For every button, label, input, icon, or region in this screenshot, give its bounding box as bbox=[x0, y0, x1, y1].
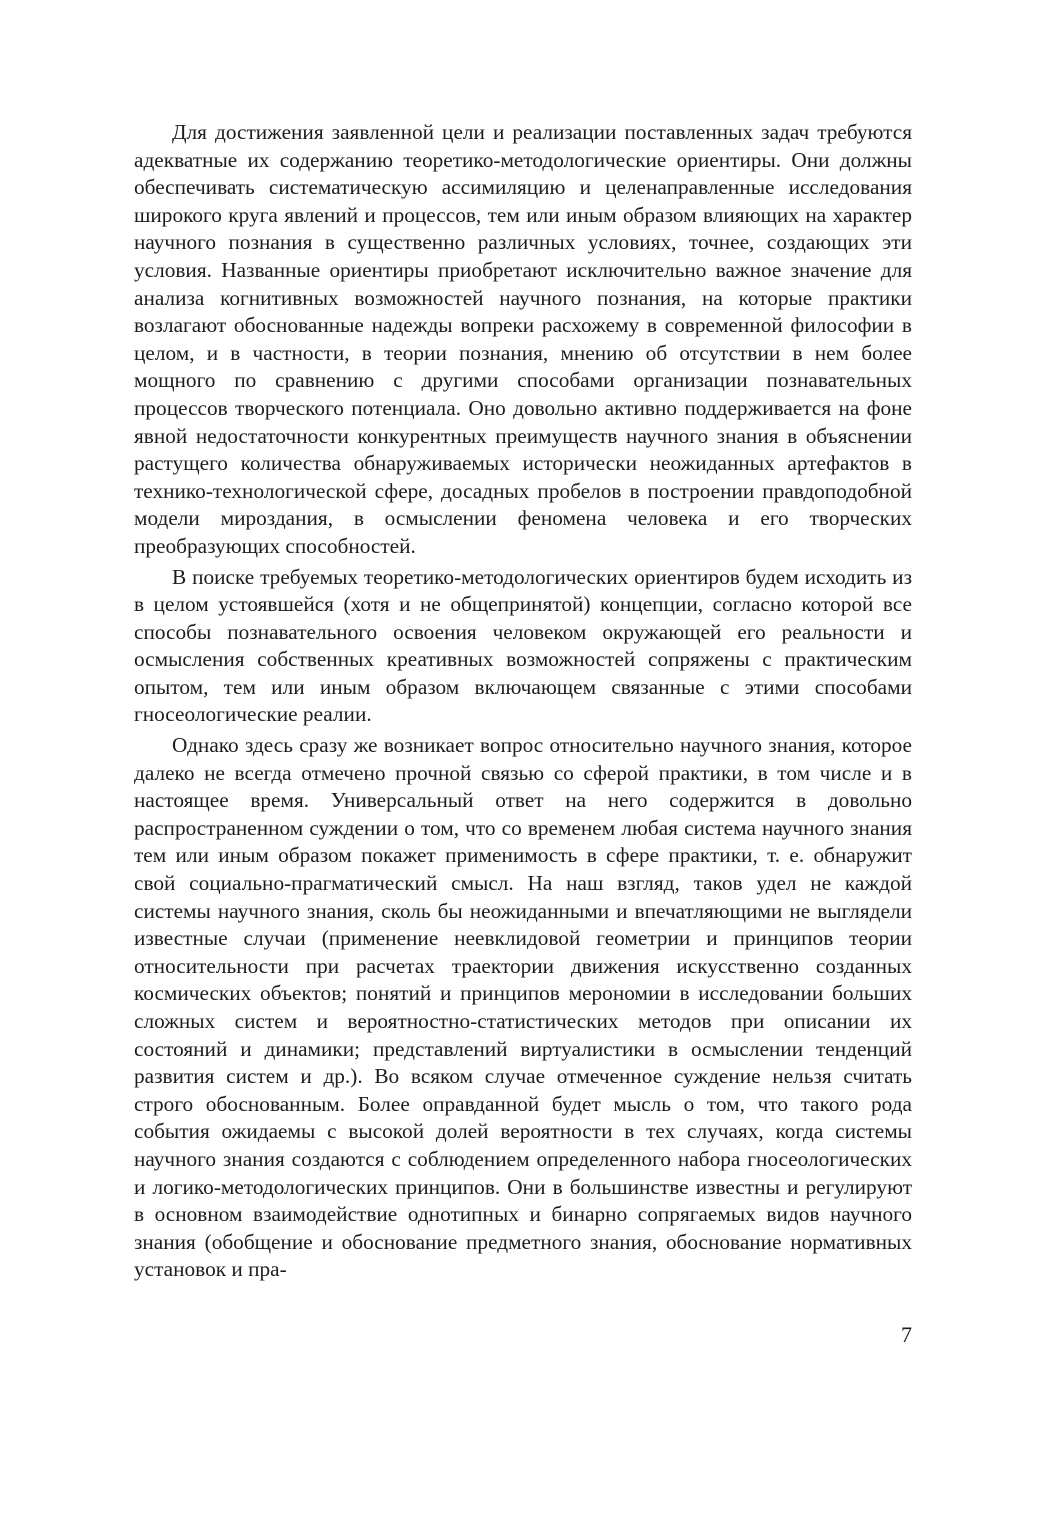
paragraph-2: В поиске требуемых теоретико-методологических ориентиров будем исходить из в целом устоявшейся (хотя и не общепринятой) концепции, согласно которой все способы познавательного освоения человеком окружающей его реальности и осмысления собственных креативных возможностей сопряжены с практическим опытом, тем или иным образом включающем связанные с этими способами гносеологические реалии. bbox=[134, 564, 912, 727]
paragraph-3: Однако здесь сразу же возникает вопрос относительно научного знания, которое далеко не всегда отмечено прочной связью со сферой практики, в том числе и в настоящее время. Универсальный ответ на него содержится в довольно распространенном суждении о том, что со временем любая система научного знания тем или иным образом покажет применимость в сфере практики, т. е. обнаружит свой социально-прагматический смысл. На наш взгляд, таков удел не каждой системы научного знания, сколь бы неожиданными и впечатляющими не выглядели известные случаи (применение неевклидовой геометрии и принципов теории относительности при расчетах траектории движения искусственно созданных космических объектов; понятий и принципов мерономии в исследовании больших сложных систем и вероятностно-статистических методов при описании их состояний и динамики; представлений виртуалистики в осмыслении тенденций развития систем и др.). Во всяком случае отмеченное суждение нельзя считать строго обоснованным. Более оправданной будет мысль о том, что такого рода события ожидаемы с высокой долей вероятности в тех случаях, когда системы научного знания создаются с соблюдением определенного набора гносеологических и логико-методологических принципов. Они в большинстве известны и регулируют в основном взаимодействие однотипных и бинарно сопрягаемых видов научного знания (обобщение и обоснование предметного знания, обоснование нормативных установок и пра- bbox=[134, 733, 912, 1282]
paragraph-1: Для достижения заявленной цели и реализации поставленных задач требуются адекватные их содержанию теоретико-методологические ориентиры. Они должны обеспечивать систематическую ассимиляцию и целенаправленные исследования широкого круга явлений и процессов, тем или иным образом влияющих на характер научного познания в существенно различных условиях, точнее, создающих эти условия. Названные ориентиры приобретают исключительно важное значение для анализа когнитивных возможностей научного познания, на которые практики возлагают обоснованные надежды вопреки расхожему в современной философии в целом, и в частности, в теории познания, мнению об отсутствии в нем более мощного по сравнению с другими способами организации познавательных процессов творческого потенциала. Оно довольно активно поддерживается на фоне явной недостаточности конкурентных преимуществ научного знания в объяснении растущего количества обнаруживаемых исторически неожиданных артефактов в технико-технологической сфере, досадных пробелов в построении правдоподобной модели мироздания, в осмыслении феномена человека и его творческих преобразующих способностей. bbox=[134, 120, 912, 558]
page-number: 7 bbox=[901, 1322, 912, 1347]
page-body bbox=[134, 119, 912, 1287]
